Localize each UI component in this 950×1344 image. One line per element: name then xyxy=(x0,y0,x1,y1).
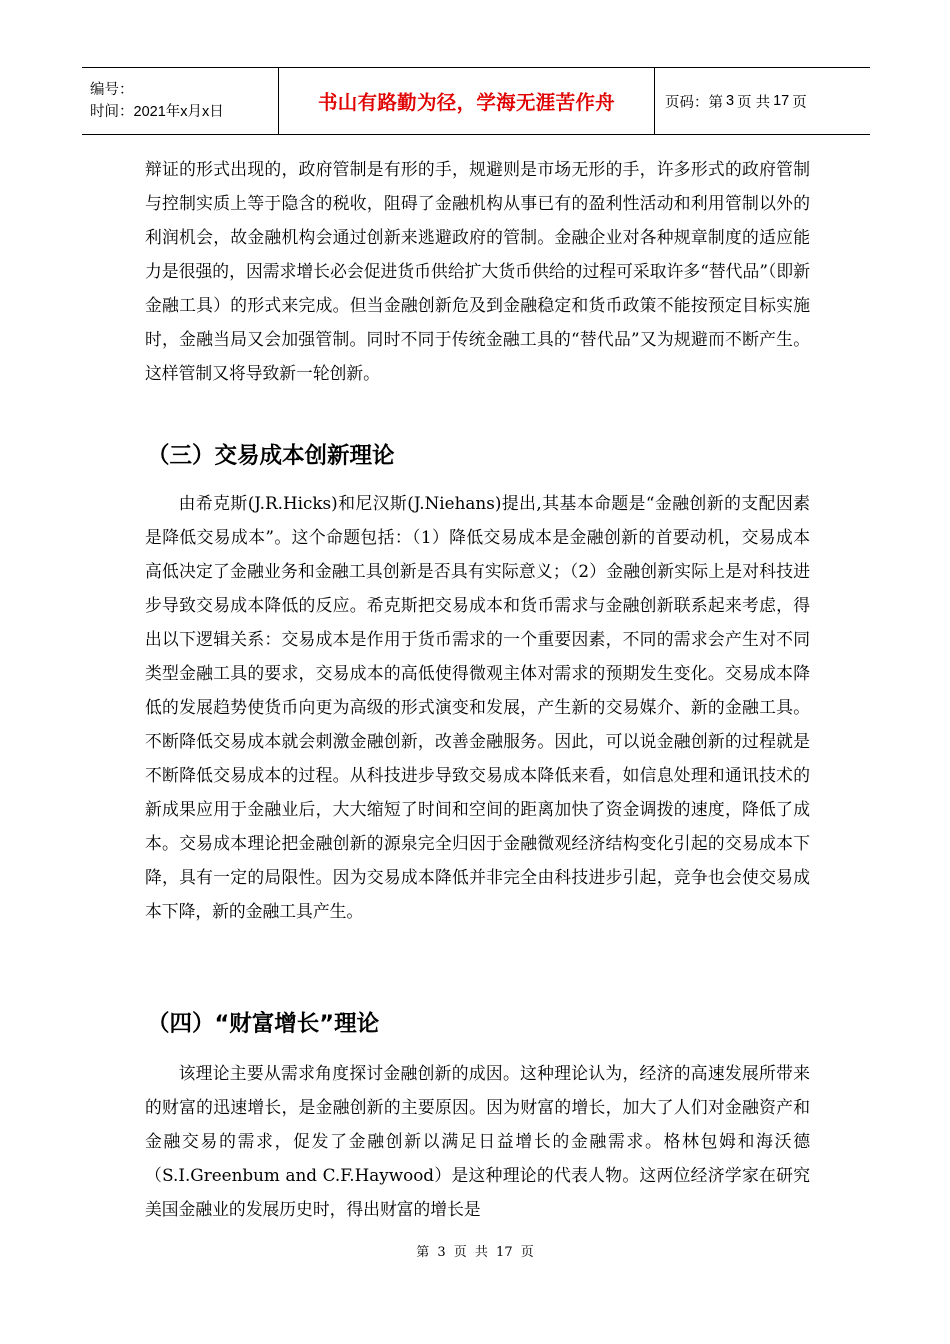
page-prefix: 页码：第 xyxy=(665,94,723,111)
section-heading-transaction-cost: （三）交易成本创新理论 xyxy=(147,443,395,469)
page-total: 17 xyxy=(773,93,790,109)
header-meta xyxy=(82,68,279,134)
doc-number-label: 编号： xyxy=(90,82,134,98)
page-current: 3 xyxy=(726,93,735,109)
page-suffix: 页 xyxy=(792,94,807,111)
paragraph-wealth-growth: 该理论主要从需求角度探讨金融创新的成因。这种理论认为，经济的高速发展所带来的财富的迅速增长，是金融创新的主要原因。因为财富的增长，加大了人们对金融资产和金融交易的需求，促发了金融创新以满足日益增长的金融需求。格林包姆和海沃德（S.I.Greenbum and C.F.Haywood）是这种理论的代表人物。这两位经济学家在研究美国金融业的发展历史时，得出财富的增长是 xyxy=(145,1063,810,1219)
motto-text: 书山有路勤为径，学海无涯苦作舟 xyxy=(317,91,615,114)
header-page-info xyxy=(655,68,870,134)
page-middle: 页 共 xyxy=(737,94,771,111)
page-footer: 第 3 页 共 17 页 xyxy=(416,1245,534,1260)
section-heading-wealth-growth: （四）“财富增长”理论 xyxy=(147,1011,380,1037)
header-motto xyxy=(279,68,655,134)
page-header xyxy=(82,67,870,135)
paragraph-regulation-continued: 辩证的形式出现的，政府管制是有形的手，规避则是市场无形的手，许多形式的政府管制与控制实质上等于隐含的税收，阻碍了金融机构从事已有的盈利性活动和利用管制以外的利润机会，故金融机构会通过创新来逃避政府的管制。金融企业对各种规章制度的适应能力是很强的，因需求增长必会促进货币供给扩大货币供给的过程可采取许多“替代品”（即新金融工具）的形式来完成。但当金融创新危及到金融稳定和货币政策不能按预定目标实施时，金融当局又会加强管制。同时不同于传统金融工具的“替代品”又为规避而不断产生。这样管制又将导致新一轮创新。 xyxy=(145,159,810,383)
date-label: 时间：2021年x月x日 xyxy=(90,104,224,120)
paragraph-transaction-cost: 由希克斯(J.R.Hicks)和尼汉斯(J.Niehans)提出,其基本命题是“金融创新的支配因素是降低交易成本”。这个命题包括：（1）降低交易成本是金融创新的首要动机，交易成本高低决定了金融业务和金融工具创新是否具有实际意义；（2）金融创新实际上是对科技进步导致交易成本降低的反应。希克斯把交易成本和货币需求与金融创新联系起来考虑，得出以下逻辑关系：交易成本是作用于货币需求的一个重要因素，不同的需求会产生对不同类型金融工具的要求，交易成本的高低使得微观主体对需求的预期发生变化。交易成本降低的发展趋势使货币向更为高级的形式演变和发展，产生新的交易媒介、新的金融工具。不断降低交易成本就会刺激金融创新，改善金融服务。因此，可以说金融创新的过程就是不断降低交易成本的过程。从科技进步导致交易成本降低来看，如信息处理和通讯技术的新成果应用于金融业后，大大缩短了时间和空间的距离加快了资金调拨的速度，降低了成本。交易成本理论把金融创新的源泉完全归因于金融微观经济结构变化引起的交易成本下降，具有一定的局限性。因为交易成本降低并非完全由科技进步引起，竞争也会使交易成本下降，新的金融工具产生。 xyxy=(145,493,810,921)
